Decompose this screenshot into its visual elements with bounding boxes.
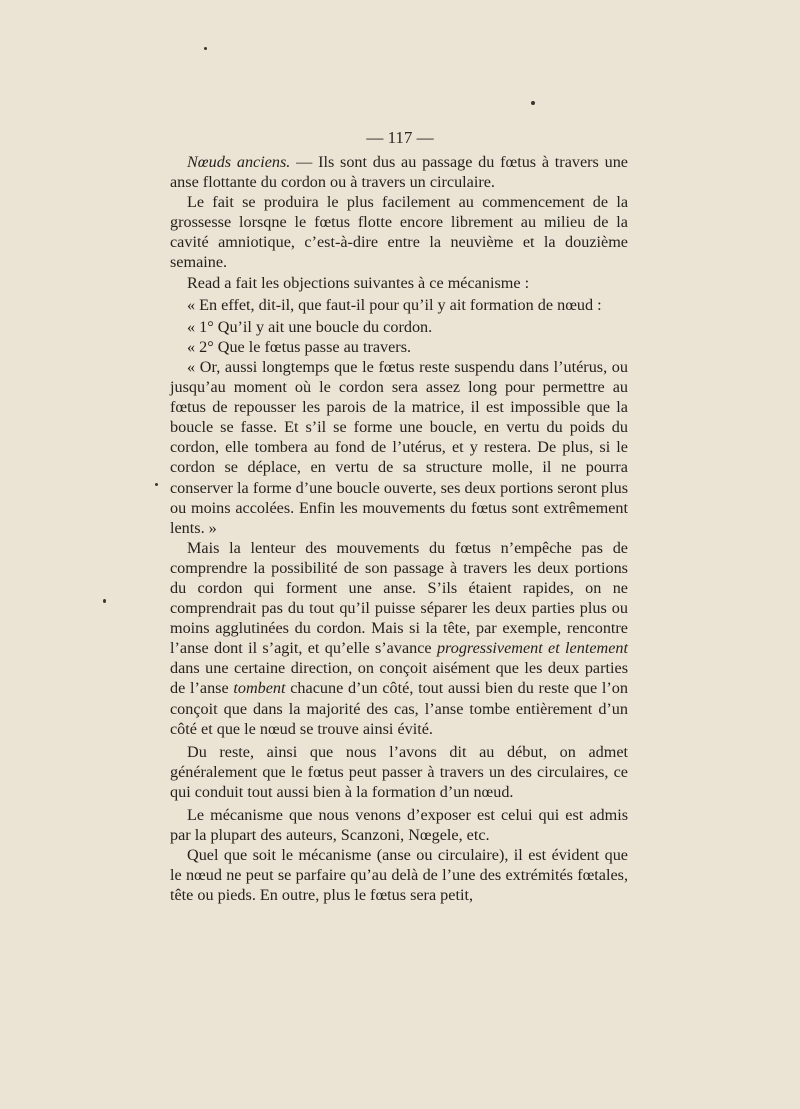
quote-paragraph: « 1° Qu’il y ait une boucle du cordon. xyxy=(187,317,433,336)
quote-paragraph: « 2° Que le fœtus passe au travers. xyxy=(187,337,412,356)
paragraph: Du reste, ainsi que nous l’avons dit au début, on admet généralement que le fœtus peut passer à travers un des circulaires, ce qui conduit tout aussi bien à la formation d’un nœud. xyxy=(170,742,628,801)
paragraph xyxy=(170,152,628,192)
ink-speck xyxy=(204,47,207,50)
paragraph: Le mécanisme que nous venons d’exposer est celui qui est admis par la plupart des auteurs, Scanzoni, Nœgele, etc. xyxy=(170,806,628,845)
italic-emphasis: progressivement et lentement xyxy=(436,639,628,658)
ink-speck xyxy=(155,483,158,486)
paragraph xyxy=(170,538,628,739)
paragraph-text: Mais la lenteur des mouvements du fœtus n’empêche pas de comprendre la possibilité de son passage à travers les deux portions du cordon qui forment une anse. S’ils étaient rapides, on ne comprendrait pas du tout qu’il puisse séparer les deux parties plus ou moins agglutinées du cordon. Mais si la tête, par exemple, rencontre l’anse dont il s’agit, et qu’elle s’avance xyxy=(170,538,628,658)
paragraph-text: — Ils sont dus au passage du fœtus à travers une anse flottante du cordon ou à travers un circulaire. xyxy=(170,153,628,192)
paragraph: Read a fait les objections suivantes à ce mécanisme : xyxy=(187,273,530,292)
body-text xyxy=(170,152,628,905)
ink-speck xyxy=(103,599,106,603)
paragraph: Quel que soit le mécanisme (anse ou circulaire), il est évident que le nœud ne peut se parfaire qu’au delà de l’une des extrémités fœtales, tête ou pieds. En outre, plus le fœtus sera petit, xyxy=(170,846,628,905)
page-number: — 117 — xyxy=(366,128,434,147)
ink-speck xyxy=(531,101,535,105)
italic-emphasis: tombent xyxy=(233,679,286,698)
paragraph-text: dans une certaine direction, on conçoit aisément que les deux parties de l’anse xyxy=(170,659,628,698)
quote-paragraph: « Or, aussi longtemps que le fœtus reste suspendu dans l’utérus, ou jusqu’au moment où le cordon sera assez long pour permettre au fœtus de repousser les parois de la matrice, il est impossible que la boucle se fasse. Et s’il se forme une boucle, en vertu du poids du cordon, elle tombera au fond de l’utérus, et y restera. De plus, si le cordon se déplace, en vertu de sa structure molle, il ne pourra conserver la forme d’une boucle ouverte, ses deux portions seront plus ou moins accolées. Enfin les mouvements du fœtus sont extrêmement lents. » xyxy=(170,357,628,537)
paragraph-text: chacune d’un côté, tout aussi bien du reste que l’on conçoit que dans la majorité des cas, l’anse tombe entièrement d’un côté et que le nœud se trouve ainsi évité. xyxy=(170,679,628,738)
quote-paragraph: « En effet, dit-il, que faut-il pour qu’il y ait formation de nœud : xyxy=(187,295,602,314)
section-heading: Nœuds anciens. xyxy=(187,153,291,171)
paragraph: Le fait se produira le plus facilement au commencement de la grossesse lorsqne le fœtus flotte encore librement au milieu de la cavité amniotique, c’est-à-dire entre la neuvième et la douzième semaine. xyxy=(170,193,628,272)
